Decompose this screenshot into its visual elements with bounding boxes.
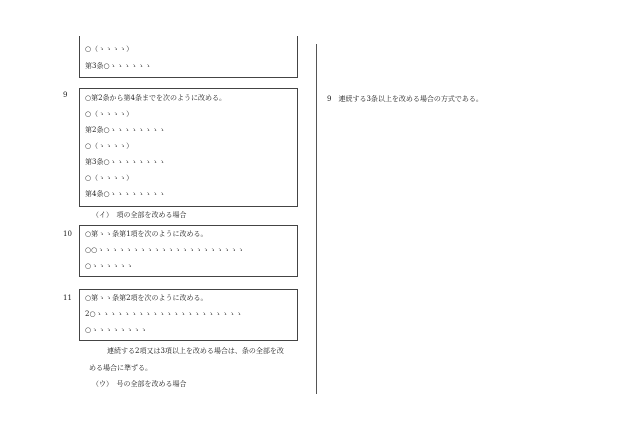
box-line: ○第2条から第4条までを次のように改める。 <box>85 94 227 102</box>
box-line: 2○ゝゝゝゝゝゝゝゝゝゝゝゝゝゝゝゝゝゝゝゝゝ <box>85 310 243 318</box>
box-line: ○ゝゝゝゝゝゝ <box>85 262 134 270</box>
box-line: ○○ゝゝゝゝゝゝゝゝゝゝゝゝゝゝゝゝゝゝゝゝゝ <box>85 246 245 254</box>
box-line: ○（ゝゝゝゝ） <box>85 45 134 53</box>
box-item-10 <box>79 225 298 277</box>
box-line: ○ゝゝゝゝゝゝゝゝ <box>85 326 148 334</box>
right-note-9: 9 連続する3条以上を改める場合の方式である。 <box>327 95 483 103</box>
box-item-9 <box>79 88 298 207</box>
box-line: ○第ゝゝ条第2項を次のように改める。 <box>85 294 208 302</box>
item-number-9: 9 <box>63 91 68 99</box>
box-line: 第4条○ゝゝゝゝゝゝゝゝ <box>85 190 166 198</box>
box-item-11 <box>79 289 298 341</box>
column-divider <box>316 44 317 394</box>
box-line: ○第ゝゝ条第1項を次のように改める。 <box>85 230 208 238</box>
note-line-1: 連続する2項又は3項以上を改める場合は、条の全部を改 <box>107 347 284 355</box>
box-line: ○（ゝゝゝゝ） <box>85 142 134 150</box>
box-line: 第2条○ゝゝゝゝゝゝゝゝ <box>85 126 166 134</box>
heading-u: （ウ） 号の全部を改める場合 <box>92 380 187 388</box>
box-line: 第3条○ゝゝゝゝゝゝゝゝ <box>85 158 166 166</box>
box-previous-continuation <box>79 36 298 78</box>
box-line: 第3条○ゝゝゝゝゝゝ <box>85 62 152 70</box>
item-number-11: 11 <box>63 294 72 302</box>
heading-i: （イ） 項の全部を改める場合 <box>92 211 187 219</box>
item-number-10: 10 <box>63 230 72 238</box>
note-line-2: める場合に準ずる。 <box>89 364 152 372</box>
box-line: ○（ゝゝゝゝ） <box>85 174 134 182</box>
box-line: ○（ゝゝゝゝ） <box>85 110 134 118</box>
